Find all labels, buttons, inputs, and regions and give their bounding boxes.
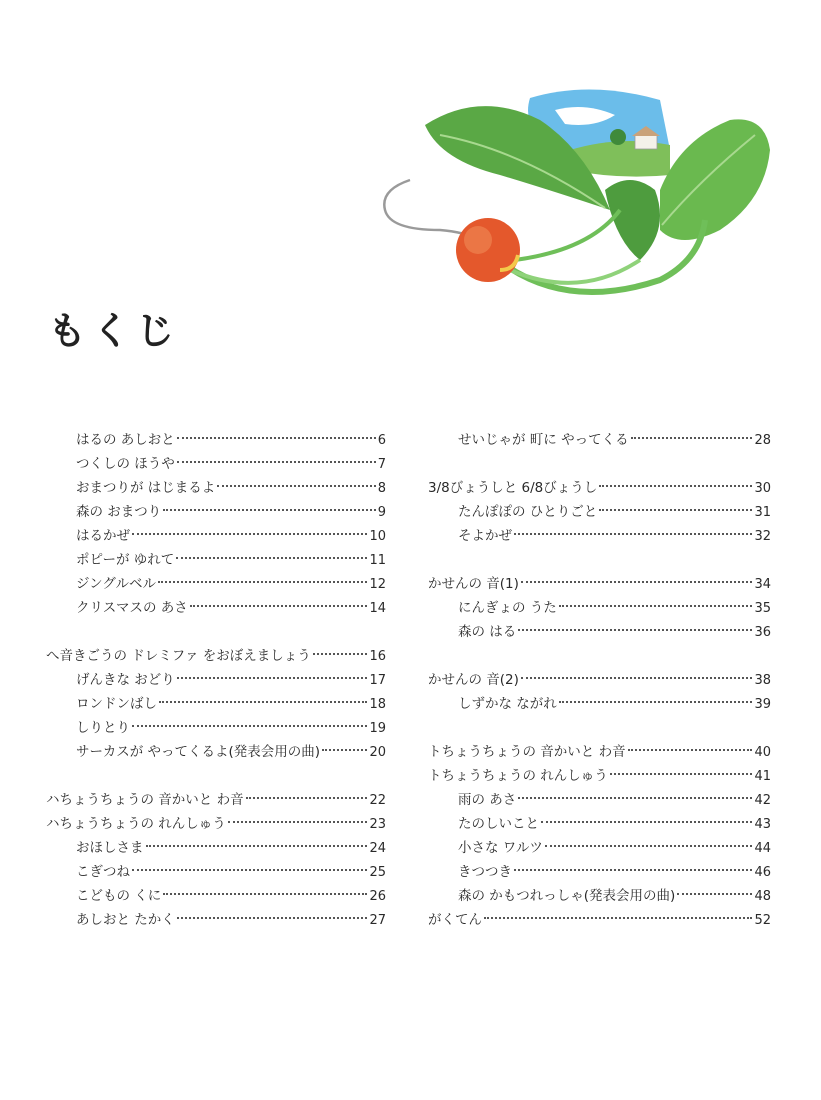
dot-leader (677, 893, 752, 895)
dot-leader (631, 437, 753, 439)
dot-leader (545, 845, 753, 847)
toc-entry-title: がくてん (428, 912, 482, 928)
toc-entry-title: つくしの ほうや (76, 456, 175, 472)
toc-left-column (46, 428, 386, 932)
toc-entry-title: しりとり (76, 720, 130, 736)
dot-leader (518, 797, 752, 799)
toc-entry-page: 18 (369, 697, 386, 712)
toc-entry-page: 26 (369, 889, 386, 904)
toc-entry-title: へ音きごうの ドレミファ をおぼえましょう (46, 648, 311, 664)
toc-entry-page: 9 (377, 505, 386, 520)
toc-entry-page: 11 (369, 553, 386, 568)
toc-entry[interactable] (46, 884, 386, 908)
toc-entry-page: 43 (754, 817, 771, 832)
dot-leader (484, 917, 752, 919)
dot-leader (132, 725, 367, 727)
dot-leader (159, 701, 367, 703)
dot-leader (514, 869, 752, 871)
toc-entry[interactable] (428, 500, 771, 524)
dot-leader (177, 917, 368, 919)
dot-leader (313, 653, 368, 655)
page-title: もくじ (48, 309, 181, 354)
toc-entry[interactable] (428, 812, 771, 836)
toc-entry[interactable] (428, 620, 771, 644)
toc-entry-title: たのしいこと (458, 816, 539, 832)
toc-entry-page: 30 (754, 481, 771, 496)
dot-leader (132, 533, 367, 535)
dot-leader (177, 437, 376, 439)
toc-entry-page: 52 (754, 913, 771, 928)
toc-entry-title: せいじゃが 町に やってくる (458, 432, 629, 448)
dot-leader (177, 461, 376, 463)
toc-entry-page: 12 (369, 577, 386, 592)
toc-entry-title: そよかぜ (458, 528, 512, 544)
dot-leader (176, 557, 367, 559)
toc-entry-title: ポピーが ゆれて (76, 552, 175, 568)
toc-entry-page: 25 (369, 865, 386, 880)
toc-entry[interactable] (46, 452, 386, 476)
toc-entry-title: 3/8びょうしと 6/8びょうし (428, 480, 598, 496)
dot-leader (158, 581, 367, 583)
toc-entry-page: 10 (369, 529, 386, 544)
toc-entry[interactable] (428, 860, 771, 884)
toc-entry-title: 森の かもつれっしゃ(発表会用の曲) (458, 888, 676, 904)
toc-entry-title: はるの あしおと (76, 432, 175, 448)
radish-landscape-illustration (370, 80, 790, 320)
toc-entry-title: ハちょうちょうの れんしゅう (46, 816, 226, 832)
toc-entry-title: クリスマスの あさ (76, 600, 188, 616)
dot-leader (190, 605, 368, 607)
toc-entry-title: ロンドンばし (76, 696, 157, 712)
toc-entry-page: 41 (754, 769, 771, 784)
dot-leader (246, 797, 368, 799)
toc-entry-title: こどもの くに (76, 888, 162, 904)
toc-entry-page: 48 (754, 889, 771, 904)
toc-entry[interactable] (46, 692, 386, 716)
toc-entry[interactable] (428, 668, 771, 692)
toc-entry-title: 小さな ワルツ (458, 840, 543, 856)
toc-entry[interactable] (46, 860, 386, 884)
toc-entry-page: 40 (754, 745, 771, 760)
toc-entry-page: 36 (754, 625, 771, 640)
toc-entry-title: トちょうちょうの れんしゅう (428, 768, 608, 784)
toc-entry-page: 20 (369, 745, 386, 760)
toc-entry-page: 7 (377, 457, 386, 472)
toc-entry-page: 19 (369, 721, 386, 736)
dot-leader (559, 701, 753, 703)
toc-entry-page: 32 (754, 529, 771, 544)
toc-entry-page: 46 (754, 865, 771, 880)
toc-entry[interactable] (46, 428, 386, 452)
toc-entry[interactable] (428, 596, 771, 620)
toc-entry[interactable] (46, 500, 386, 524)
dot-leader (163, 893, 367, 895)
toc-entry-page: 31 (754, 505, 771, 520)
toc-entry[interactable] (46, 836, 386, 860)
toc-entry-page: 6 (377, 433, 386, 448)
dot-leader (518, 629, 752, 631)
toc-entry-title: たんぽぽの ひとりごと (458, 504, 598, 520)
dot-leader (322, 749, 367, 751)
toc-entry[interactable] (46, 668, 386, 692)
toc-entry[interactable] (428, 428, 771, 452)
toc-entry-page: 14 (369, 601, 386, 616)
toc-entry-title: ハちょうちょうの 音かいと わ音 (46, 792, 244, 808)
toc-entry[interactable] (46, 740, 386, 764)
toc-entry-page: 39 (754, 697, 771, 712)
toc-entry[interactable] (428, 884, 771, 908)
toc-entry-page: 35 (754, 601, 771, 616)
dot-leader (610, 773, 753, 775)
toc-entry-title: おまつりが はじまるよ (76, 480, 216, 496)
dot-leader (177, 677, 368, 679)
toc-entry-title: にんぎょの うた (458, 600, 557, 616)
toc-entry-title: あしおと たかく (76, 912, 175, 928)
dot-leader (163, 509, 375, 511)
dot-leader (628, 749, 753, 751)
toc-entry[interactable] (46, 812, 386, 836)
dot-leader (228, 821, 368, 823)
toc-entry-title: げんきな おどり (76, 672, 175, 688)
toc-entry-page: 8 (377, 481, 386, 496)
toc-entry[interactable] (428, 692, 771, 716)
dot-leader (599, 509, 752, 511)
toc-entry-title: トちょうちょうの 音かいと わ音 (428, 744, 626, 760)
dot-leader (559, 605, 753, 607)
toc-entry[interactable] (428, 740, 771, 764)
toc-entry-title: こぎつね (76, 864, 130, 880)
toc-entry-title: かせんの 音(2) (428, 672, 519, 688)
toc-entry-title: 森の おまつり (76, 504, 162, 520)
toc-entry[interactable] (428, 836, 771, 860)
toc-entry[interactable] (46, 716, 386, 740)
dot-leader (521, 581, 753, 583)
toc-entry[interactable] (46, 476, 386, 500)
dot-leader (132, 869, 367, 871)
toc-entry-title: 森の はる (458, 624, 517, 640)
toc-entry-title: 雨の あさ (458, 792, 517, 808)
dot-leader (514, 533, 752, 535)
toc-entry[interactable] (428, 524, 771, 548)
toc-entry[interactable] (428, 764, 771, 788)
toc-entry-page: 34 (754, 577, 771, 592)
dot-leader (146, 845, 368, 847)
toc-entry-title: サーカスが やってくるよ(発表会用の曲) (76, 744, 321, 760)
toc-entry-title: おほしさま (76, 840, 144, 856)
toc-entry-page: 23 (369, 817, 386, 832)
toc-entry[interactable] (428, 572, 771, 596)
toc-entry-page: 42 (754, 793, 771, 808)
toc-entry-title: しずかな ながれ (458, 696, 557, 712)
toc-entry-page: 24 (369, 841, 386, 856)
toc-entry-title: かせんの 音(1) (428, 576, 519, 592)
toc-entry[interactable] (46, 524, 386, 548)
toc-entry-title: はるかぜ (76, 528, 130, 544)
toc-entry-page: 44 (754, 841, 771, 856)
toc-entry-title: ジングルベル (76, 576, 156, 592)
toc-entry[interactable] (46, 548, 386, 572)
toc-entry[interactable] (428, 788, 771, 812)
toc-entry[interactable] (428, 908, 771, 932)
toc-entry[interactable] (46, 596, 386, 620)
toc-right-column (428, 428, 771, 932)
dot-leader (541, 821, 752, 823)
toc-entry[interactable] (46, 572, 386, 596)
toc-entry-page: 17 (369, 673, 386, 688)
toc-entry[interactable] (46, 908, 386, 932)
toc-entry-page: 28 (754, 433, 771, 448)
toc-entry-page: 22 (369, 793, 386, 808)
dot-leader (521, 677, 753, 679)
toc-entry[interactable] (46, 644, 386, 668)
toc-entry-page: 27 (369, 913, 386, 928)
toc-entry[interactable] (46, 788, 386, 812)
dot-leader (599, 485, 752, 487)
dot-leader (217, 485, 375, 487)
toc-entry-page: 38 (754, 673, 771, 688)
toc-entry-title: きつつき (458, 864, 512, 880)
toc-entry[interactable] (428, 476, 771, 500)
toc-entry-page: 16 (369, 649, 386, 664)
